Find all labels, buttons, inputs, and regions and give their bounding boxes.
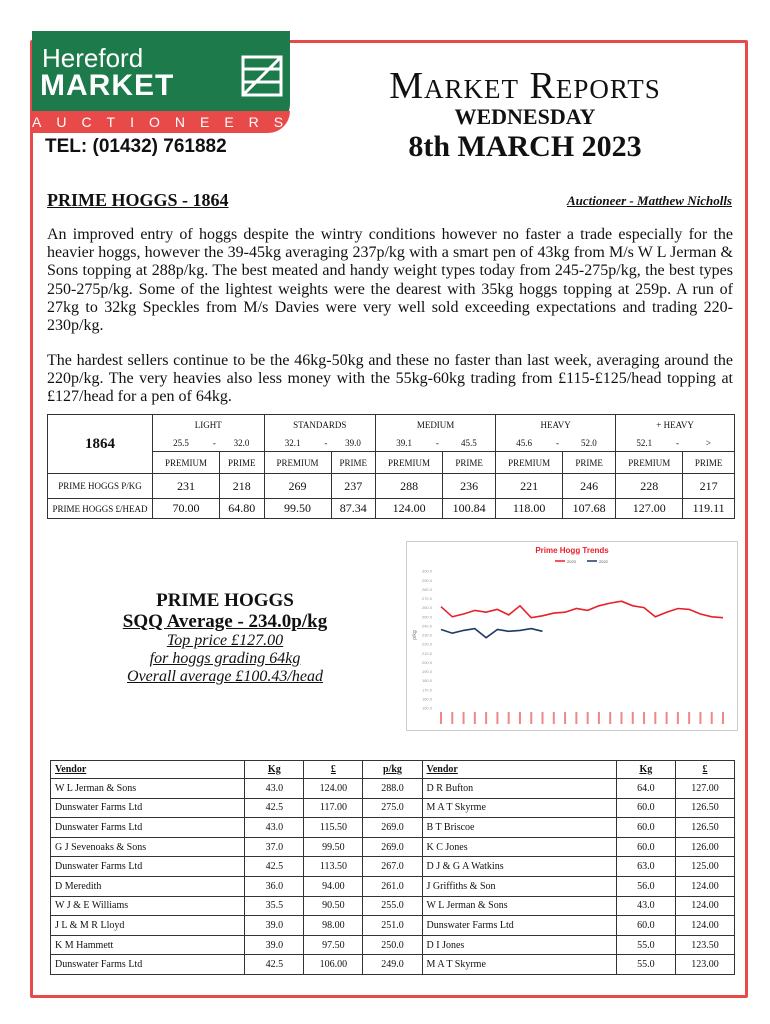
grade-range-from: 45.6: [496, 435, 553, 452]
grade-range-to: 45.5: [443, 435, 496, 452]
table-cell: 251.0: [363, 916, 422, 936]
x-tick-mark: [575, 712, 577, 724]
grade-value: 64.80: [220, 499, 264, 519]
x-tick-mark: [474, 712, 476, 724]
table-cell: 94.00: [304, 876, 363, 896]
table-cell: J Griffiths & Son: [422, 876, 616, 896]
x-tick-mark: [688, 712, 690, 724]
x-tick-mark: [598, 712, 600, 724]
logo-line-3: AUCTIONEERS: [32, 111, 290, 133]
grade-value: 119.11: [683, 499, 735, 519]
y-tick-label: 150.0: [421, 705, 432, 711]
table-cell: 124.00: [675, 916, 734, 936]
table-cell: Dunswater Farms Ltd: [51, 857, 245, 877]
y-tick-label: 190.0: [421, 669, 432, 674]
table-cell: 64.0: [616, 779, 675, 799]
x-tick-mark: [553, 712, 555, 724]
x-tick-mark: [451, 712, 453, 724]
logo-line-1: Hereford: [42, 43, 144, 73]
table-cell: 269.0: [363, 837, 422, 857]
x-tick-mark: [609, 712, 611, 724]
grade-group-name: MEDIUM: [376, 415, 496, 435]
report-title: Market Reports: [389, 65, 661, 107]
table-row: [51, 876, 735, 896]
grade-price-table: [47, 414, 735, 519]
grade-value: 124.00: [376, 499, 443, 519]
y-tick-label: 200.0: [421, 659, 432, 665]
x-tick-mark: [508, 712, 510, 724]
table-cell: J L & M R Lloyd: [51, 916, 245, 936]
chart-svg: [407, 542, 737, 730]
series-line: [441, 601, 723, 618]
table-cell: 90.50: [304, 896, 363, 916]
col-header: Kg: [616, 761, 675, 779]
gate-icon: [240, 49, 284, 99]
table-cell: 106.00: [304, 955, 363, 975]
grade-group-name: STANDARDS: [264, 415, 376, 435]
chart-title: Prime Hogg Trends: [535, 546, 609, 555]
col-header: Kg: [245, 761, 304, 779]
grade-value: 87.34: [331, 499, 375, 519]
table-cell: 124.00: [304, 779, 363, 799]
table-row: [51, 857, 735, 877]
summary-title: PRIME HOGGS: [156, 590, 294, 611]
grade-value: 246: [563, 474, 616, 499]
grade-row-pkg: [48, 474, 735, 499]
y-tick-label: 280.0: [421, 586, 432, 592]
grade-value: 218: [220, 474, 264, 499]
y-tick-label: 210.0: [421, 650, 432, 656]
table-cell: M A T Skyrme: [422, 798, 616, 818]
table-cell: 42.5: [245, 798, 304, 818]
grade-value: 231: [153, 474, 220, 499]
prime-label: PRIME: [331, 452, 375, 474]
premium-label: PREMIUM: [376, 452, 443, 474]
legend-label: 2022: [599, 559, 608, 564]
table-row: [51, 818, 735, 838]
x-tick-mark: [620, 712, 622, 724]
table-cell: 117.00: [304, 798, 363, 818]
table-cell: W L Jerman & Sons: [422, 896, 616, 916]
table-cell: 124.00: [675, 896, 734, 916]
table-cell: 267.0: [363, 857, 422, 877]
grade-value: 100.84: [443, 499, 496, 519]
prime-label: PRIME: [683, 452, 735, 474]
table-cell: D R Bufton: [422, 779, 616, 799]
table-cell: 60.0: [616, 818, 675, 838]
table-row: [51, 779, 735, 799]
table-cell: 99.50: [304, 837, 363, 857]
auctioneer-name: Auctioneer - Matthew Nicholls: [566, 193, 732, 208]
table-cell: 249.0: [363, 955, 422, 975]
grade-row-head: [48, 499, 735, 519]
x-tick-mark: [632, 712, 634, 724]
x-tick-mark: [496, 712, 498, 724]
x-tick-mark: [564, 712, 566, 724]
y-tick-label: 240.0: [421, 623, 432, 629]
table-row: [51, 896, 735, 916]
table-row: [51, 837, 735, 857]
grade-value: 217: [683, 474, 735, 499]
top-price-grading: for hoggs grading 64kg: [149, 650, 301, 667]
table-cell: 113.50: [304, 857, 363, 877]
table-cell: 39.0: [245, 916, 304, 936]
x-tick-mark: [519, 712, 521, 724]
col-header: £: [675, 761, 734, 779]
table-cell: 97.50: [304, 935, 363, 955]
grade-row-label: PRIME HOGGS P/KG: [48, 474, 153, 499]
prime-label: PRIME: [443, 452, 496, 474]
table-cell: K C Jones: [422, 837, 616, 857]
table-cell: 37.0: [245, 837, 304, 857]
table-cell: 261.0: [363, 876, 422, 896]
y-tick-label: 220.0: [421, 641, 432, 647]
prime-label: PRIME: [220, 452, 264, 474]
grade-value: 99.50: [264, 499, 331, 519]
table-cell: 60.0: [616, 916, 675, 936]
logo-line-2: MARKET: [40, 69, 175, 102]
table-cell: G J Sevenoaks & Sons: [51, 837, 245, 857]
grade-value: 237: [331, 474, 375, 499]
x-tick-mark: [587, 712, 589, 724]
telephone-number: TEL: (01432) 761882: [45, 136, 227, 157]
grade-range-to: 39.0: [331, 435, 375, 452]
series-line: [441, 629, 543, 638]
table-row: [51, 935, 735, 955]
table-cell: 288.0: [363, 779, 422, 799]
x-tick-mark: [485, 712, 487, 724]
x-tick-mark: [440, 712, 442, 724]
table-row: [51, 798, 735, 818]
grade-value: 228: [616, 474, 683, 499]
table-cell: 126.00: [675, 837, 734, 857]
grade-value: 70.00: [153, 499, 220, 519]
col-header: £: [304, 761, 363, 779]
section-title: PRIME HOGGS - 1864: [47, 190, 229, 210]
grade-range-dash: -: [212, 437, 216, 448]
grade-value: 288: [376, 474, 443, 499]
grade-range-dash: -: [676, 437, 680, 448]
table-cell: 115.50: [304, 818, 363, 838]
premium-label: PREMIUM: [496, 452, 563, 474]
grade-group-name: HEAVY: [496, 415, 616, 435]
grade-range-to: 32.0: [220, 435, 264, 452]
table-cell: Dunswater Farms Ltd: [422, 916, 616, 936]
table-cell: 55.0: [616, 935, 675, 955]
report-paragraph-2: The hardest sellers continue to be the 46kg-50kg and these no faster than last week, averaging around the 220p/kg. The very heavies also less money with the 55kg-60kg trading from £115-£125/head topping at £127/head for a pen of 64kg.: [47, 352, 733, 406]
table-row: [51, 955, 735, 975]
hereford-market-logo: [32, 31, 299, 133]
table-cell: 42.5: [245, 857, 304, 877]
table-cell: 43.0: [245, 818, 304, 838]
prime-hogg-trends-chart: [406, 541, 738, 731]
grade-range-dash: -: [324, 437, 328, 448]
table-cell: W L Jerman & Sons: [51, 779, 245, 799]
x-tick-mark: [666, 712, 668, 724]
legend-label: 2023: [567, 559, 576, 564]
col-header: Vendor: [51, 761, 245, 779]
table-cell: Dunswater Farms Ltd: [51, 798, 245, 818]
grade-range-from: 32.1: [264, 435, 321, 452]
report-paragraph-1: An improved entry of hoggs despite the wintry conditions however no faster a trade especially for the heavier hoggs, however the 39-45kg averaging 237p/kg with a smart pen of 43kg from M/s W L Jerman & Sons topping at 288p/kg. The best meated and handy weight types today from 245-275p/kg, the best types 250-275p/kg. Some of the lightest weights were the dearest with 35kg hoggs topping at 259p. A run of 27kg to 32kg Speckles from M/s Davies were very well sold exceeding expectations and trading 220-230p/kg.: [47, 226, 733, 335]
table-cell: 39.0: [245, 935, 304, 955]
y-tick-label: 250.0: [421, 614, 432, 620]
table-cell: B T Briscoe: [422, 818, 616, 838]
vendor-table: [50, 760, 735, 975]
x-tick-mark: [643, 712, 645, 724]
table-cell: 56.0: [616, 876, 675, 896]
y-tick-label: 230.0: [421, 632, 432, 638]
table-cell: Dunswater Farms Ltd: [51, 955, 245, 975]
table-cell: 127.00: [675, 779, 734, 799]
table-cell: 275.0: [363, 798, 422, 818]
y-axis-label: p/kg: [412, 630, 418, 640]
table-cell: 63.0: [616, 857, 675, 877]
table-cell: 124.00: [675, 876, 734, 896]
grade-range-from: 25.5: [153, 435, 210, 452]
table-cell: 250.0: [363, 935, 422, 955]
col-header: Vendor: [422, 761, 616, 779]
premium-label: PREMIUM: [616, 452, 683, 474]
x-tick-mark: [542, 712, 544, 724]
premium-label: PREMIUM: [264, 452, 331, 474]
table-cell: 43.0: [616, 896, 675, 916]
grade-value: 221: [496, 474, 563, 499]
y-tick-label: 160.0: [421, 696, 432, 702]
table-cell: 60.0: [616, 798, 675, 818]
table-cell: 60.0: [616, 837, 675, 857]
table-cell: 98.00: [304, 916, 363, 936]
premium-label: PREMIUM: [153, 452, 220, 474]
table-cell: 126.50: [675, 818, 734, 838]
grade-row-label: PRIME HOGGS £/HEAD: [48, 499, 153, 519]
summary-details: [100, 632, 350, 686]
table-cell: 123.50: [675, 935, 734, 955]
table-cell: D Meredith: [51, 876, 245, 896]
grade-value: 269: [264, 474, 331, 499]
y-tick-label: 270.0: [421, 596, 432, 601]
table-cell: 125.00: [675, 857, 734, 877]
grade-range-to: >: [683, 435, 735, 452]
grade-group-name: + HEAVY: [616, 415, 735, 435]
table-cell: W J & E Williams: [51, 896, 245, 916]
y-tick-label: 290.0: [421, 577, 432, 583]
table-row: [51, 916, 735, 936]
report-day: WEDNESDAY: [454, 104, 596, 129]
x-tick-mark: [463, 712, 465, 724]
table-cell: M A T Skyrme: [422, 955, 616, 975]
x-tick-mark: [654, 712, 656, 724]
grade-range-to: 52.0: [563, 435, 616, 452]
overall-average: Overall average £100.43/head: [127, 668, 323, 685]
grade-group-name: LIGHT: [153, 415, 265, 435]
x-tick-mark: [677, 712, 679, 724]
table-cell: 123.00: [675, 955, 734, 975]
grade-range-dash: -: [435, 437, 439, 448]
table-cell: 36.0: [245, 876, 304, 896]
table-cell: 255.0: [363, 896, 422, 916]
table-cell: 126.50: [675, 798, 734, 818]
x-tick-mark: [530, 712, 532, 724]
x-tick-mark: [711, 712, 713, 724]
grade-range-from: 39.1: [376, 435, 433, 452]
table-cell: K M Hammett: [51, 935, 245, 955]
prime-label: PRIME: [563, 452, 616, 474]
grade-count: 1864: [48, 415, 153, 474]
grade-value: 236: [443, 474, 496, 499]
grade-value: 118.00: [496, 499, 563, 519]
y-tick-label: 260.0: [421, 605, 432, 611]
table-cell: 42.5: [245, 955, 304, 975]
x-tick-mark: [699, 712, 701, 724]
x-tick-mark: [722, 712, 724, 724]
table-cell: Dunswater Farms Ltd: [51, 818, 245, 838]
table-cell: 55.0: [616, 955, 675, 975]
col-header: p/kg: [363, 761, 422, 779]
table-cell: 35.5: [245, 896, 304, 916]
sqq-average: SQQ Average - 234.0p/kg: [122, 611, 328, 632]
table-cell: D J & G A Watkins: [422, 857, 616, 877]
y-tick-label: 180.0: [421, 678, 432, 684]
grade-range-dash: -: [555, 437, 559, 448]
vendor-table-header: [51, 761, 735, 779]
y-tick-label: 170.0: [421, 687, 432, 693]
table-cell: 269.0: [363, 818, 422, 838]
grade-value: 127.00: [616, 499, 683, 519]
table-cell: 43.0: [245, 779, 304, 799]
report-date: 8th MARCH 2023: [408, 130, 642, 163]
top-price: Top price £127.00: [166, 632, 284, 649]
grade-range-from: 52.1: [616, 435, 673, 452]
y-tick-label: 300.0: [421, 568, 432, 574]
grade-value: 107.68: [563, 499, 616, 519]
table-cell: D I Jones: [422, 935, 616, 955]
